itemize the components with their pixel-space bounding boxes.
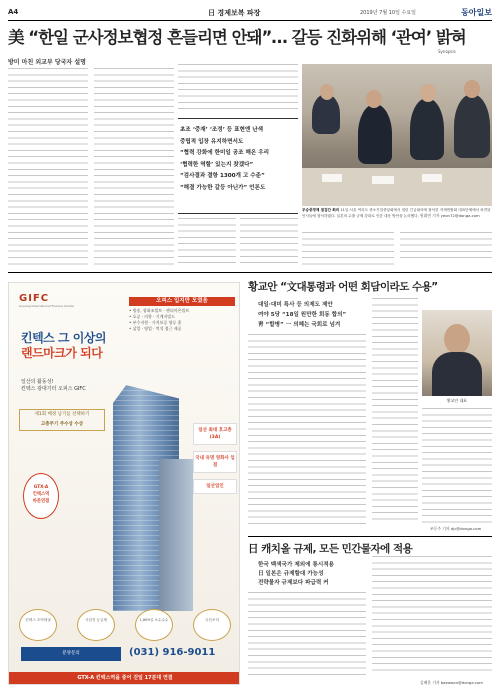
article2-body-column-2 <box>372 298 418 524</box>
article3-subheads <box>258 561 366 588</box>
article3-subhead: 한국 백색국가 제외에 통시적용 <box>258 562 335 568</box>
ad-footer-banner: GTX-A 킨텍스역을 중어 걷일 17분대 연결 <box>9 672 240 684</box>
article3-subhead: 전략물자 규제보다 파급력 커 <box>258 580 329 586</box>
pull-quote-line: ‘협력한 역할’ 있는지 찾겠다” <box>180 161 254 168</box>
ad-feature: • 삼업 · 영업 · 먹석 접근 제공 <box>129 326 182 331</box>
article3-body-column-1 <box>248 592 366 680</box>
lead-body-column-2 <box>94 68 174 268</box>
ad-feature-circles <box>19 609 231 643</box>
pull-quote-line: “해결 가능한 갈등 아닌가” 언론도 <box>180 184 266 191</box>
ad-circle: 사업전 등급제 <box>77 609 115 641</box>
lead-body-column-5 <box>240 218 298 268</box>
ad-title-line-2: 랜드마크가 되다 <box>21 346 103 360</box>
article2-subhead: 대일·대미 특사 등 의제도 제안 <box>258 302 333 308</box>
ad-badge-line-1: 제1회 배정 남기를 선택하기 <box>34 412 90 417</box>
page-number: A4 <box>8 8 19 16</box>
real-estate-advertisement <box>8 282 240 685</box>
article2-subhead: 여야 5당 “18일 원만한 회동 합의” <box>258 312 347 318</box>
ad-title <box>21 331 106 361</box>
photo-caption-title: 무승중경제 점검간 회의 <box>302 208 340 212</box>
ad-tab: 오피스 입지만 모였음 <box>129 297 235 306</box>
lead-subhead: 방미 마친 외교부 당국자 설명 <box>8 59 86 66</box>
pull-quote-line: “검사결과 결항 1300개 고 수준” <box>180 173 265 180</box>
ad-highlight: 국내 유명 영화사 입점 <box>193 451 237 473</box>
article3-byline: 김배운 기자 baewoon@donga.com <box>420 680 483 685</box>
article3-subhead: 日 일본은 규제할대 가능성 <box>258 571 324 577</box>
header-rule <box>8 20 492 21</box>
ad-award-badge <box>19 409 105 431</box>
article2-body-column-1 <box>248 334 366 524</box>
ad-feature-list <box>129 308 235 332</box>
photo-credit-tag: Synopsis <box>438 49 456 54</box>
section-title: 日 경제보복 파장 <box>208 9 261 17</box>
article2-body-column-3 <box>422 408 492 524</box>
ad-highlights <box>193 423 237 500</box>
portrait-photo <box>422 310 492 396</box>
ad-highlight: 일산업인 <box>193 479 237 494</box>
lead-body-column-4 <box>178 218 236 268</box>
lead-body-column-1 <box>8 68 88 268</box>
ad-highlight: 일산 최대 호고층 (3A) <box>193 423 237 445</box>
lead-body-column-6 <box>302 232 394 268</box>
article3-headline: 日 캐치올 규제, 모든 민간물자에 적용 <box>248 536 492 556</box>
ad-brand-sub: Goyang International Finance Center <box>19 304 75 308</box>
station-line: GTX-A <box>33 485 49 490</box>
section-divider <box>8 272 492 273</box>
ad-subtitle-line-1: 일산의 활동성! <box>21 379 54 385</box>
ad-subtitle-line-2: 킨텍스 광대기터 오피스 GIFC <box>21 386 86 392</box>
station-line: 킨텍스역 <box>32 492 50 497</box>
page-header <box>8 6 492 20</box>
pull-quote-box <box>178 118 298 214</box>
photo-caption-text: 11일 서울 여의도 중소기업중앙회에서 열린 긴급회의에 참석한 자재연합회 대표단체에서 파견된 인사들에 참석하였다. 일본의 수출 규제 강화로 인한 대응 방안을 논의했다. <box>302 208 491 218</box>
article2-subhead: 靑 “합병” 一 의혜는 국회로 넘겨 <box>258 322 341 328</box>
article3-body-column-2 <box>372 556 492 674</box>
ad-circle: 국산조리 <box>193 609 231 641</box>
ad-feature: • 호공 · 의향 · 기계지빌드 <box>129 314 176 319</box>
photo-caption <box>302 208 492 228</box>
pull-quote-line: “협력 강화에 한미일 공조 해온 우리 <box>180 150 270 157</box>
building-illustration-secondary <box>159 459 193 611</box>
ad-feature: • 부수지원 · 가격보증 양루 홈 <box>129 320 182 325</box>
issue-date: 2019년 7월 10일 수요일 <box>360 10 417 16</box>
station-line: 바른연결 <box>32 499 50 504</box>
meeting-photo <box>302 64 492 206</box>
ad-brand-logo <box>19 293 74 308</box>
article2-byline: 조동주 기자 djc@donga.com <box>430 526 482 531</box>
pull-quote-line: 초조 ‘중재’ ‘조정’ 등 표현엔 난색 <box>180 127 264 133</box>
lead-body-column-3 <box>178 64 298 114</box>
ad-phone-label: 분양문의 <box>21 647 121 661</box>
ad-circle: 1,869실 소수수수 <box>135 609 173 641</box>
pull-quote-line: 중립적 입장 유지하면서도 <box>180 138 244 145</box>
lead-body-column-7 <box>400 232 492 262</box>
ad-title-line-1: 킨텍스 그 이상의 <box>21 331 107 345</box>
ad-phone-number: (031) 916-9011 <box>129 647 216 658</box>
article2-headline: 황교안 “文대통령과 어떤 회담이라도 수용” <box>248 281 438 293</box>
station-badge <box>23 473 59 519</box>
photo-credit: 원대연 기자 yeon72@donga.com <box>419 213 480 218</box>
ad-badge-line-2: 고층주기 주수상 수상 <box>40 422 84 427</box>
ad-subtitle <box>21 379 86 393</box>
ad-feature: • 방송, 광화조빌트 · 랜더마온빌트 <box>129 308 190 313</box>
ad-circle: 킨텍스 초역세권 <box>19 609 57 641</box>
ad-brand: GIFC <box>19 293 50 304</box>
portrait-caption: 황교안 대표 <box>446 398 468 403</box>
newspaper-logo: 동아일보 <box>461 8 492 17</box>
lead-headline: 美 “한일 군사정보협정 흔들리면 안돼”… 갈등 진화위해 ‘관여’ 밝혀 <box>8 28 466 47</box>
article2-subheads <box>258 300 366 330</box>
